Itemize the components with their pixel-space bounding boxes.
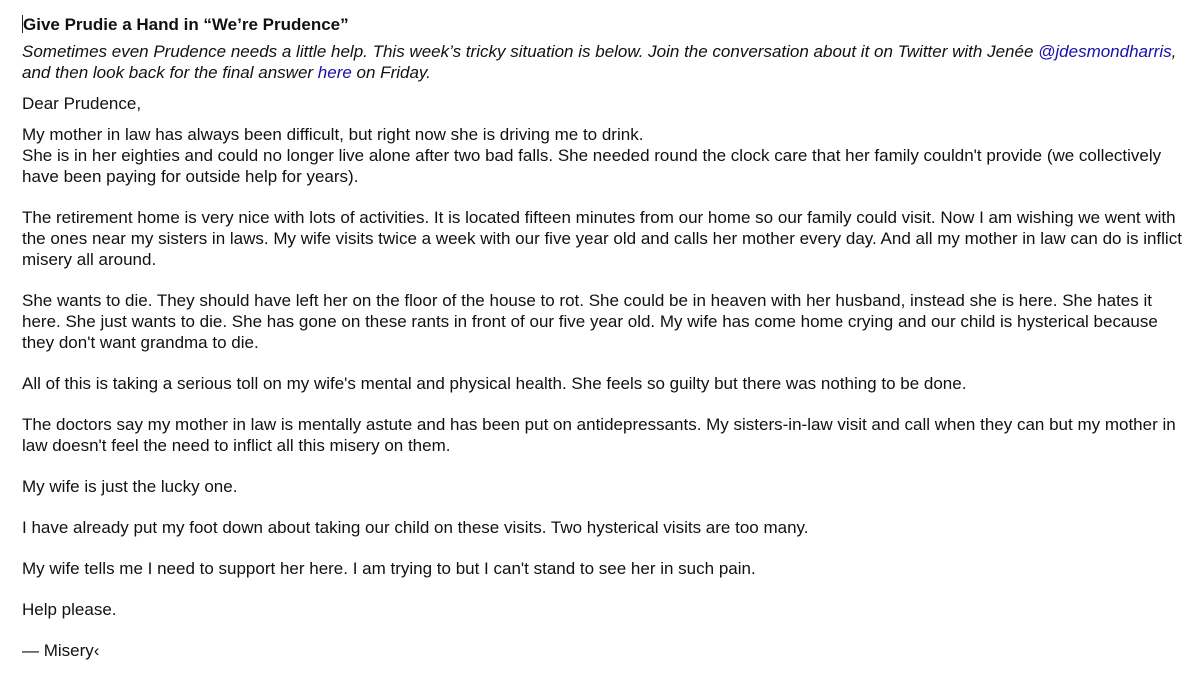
intro-text-1: Sometimes even Prudence needs a little help. This week’s tricky situation is below. Join the conversation about it on Twitter with Jenée (22, 42, 1039, 61)
twitter-handle-link[interactable]: @jdesmondharris (1038, 42, 1172, 61)
letter-paragraph-9: Help please. (22, 600, 117, 619)
intro-paragraph (22, 41, 1184, 83)
final-answer-link[interactable]: here (317, 63, 352, 82)
letter-paragraph-3: She wants to die. They should have left her on the floor of the house to rot. She could be in heaven with her husband, instead she is here. She hates it here. She just wants to die. She has gone on these rants in front of our five year old. My wife has come home crying and our child is hysterical because they don't want grandma to die. (22, 291, 1158, 352)
sign-off: — Misery‹ (22, 641, 100, 660)
paragraph-1-line-1: My mother in law has always been difficult, but right now she is driving me to drink. (22, 125, 644, 144)
intro-text-2: , and then look back for the final answer (22, 42, 1177, 82)
letter-paragraph-7: I have already put my foot down about taking our child on these visits. Two hysterical visits are too many. (22, 518, 809, 537)
salutation: Dear Prudence, (22, 94, 142, 113)
letter-paragraph-2: The retirement home is very nice with lots of activities. It is located fifteen minutes from our home so our family could visit. Now I am wishing we went with the ones near my sisters in laws. My wife visits twice a week with our five year old and calls her mother every day. And all my mother in law can do is inflict misery all around. (22, 208, 1182, 269)
letter-paragraph-8: My wife tells me I need to support her here. I am trying to but I can't stand to see her in such pain. (22, 559, 756, 578)
article-title (22, 14, 1184, 35)
intro-text-3: on Friday. (351, 63, 431, 82)
letter-paragraph-1 (22, 124, 1184, 187)
article-title-text: Give Prudie a Hand in “We’re Prudence” (23, 15, 349, 34)
letter-paragraph-6: My wife is just the lucky one. (22, 477, 238, 496)
paragraph-1-line-2: She is in her eighties and could no longer live alone after two bad falls. She needed round the clock care that her family couldn't provide (we collectively have been paying for outside help for years). (22, 146, 1162, 186)
letter-paragraph-5: The doctors say my mother in law is mentally astute and has been put on antidepressants. My sisters-in-law visit and call when they can but my mother in law doesn't feel the need to inflict all this misery on them. (22, 415, 1176, 455)
letter-paragraph-4: All of this is taking a serious toll on my wife's mental and physical health. She feels so guilty but there was nothing to be done. (22, 374, 967, 393)
